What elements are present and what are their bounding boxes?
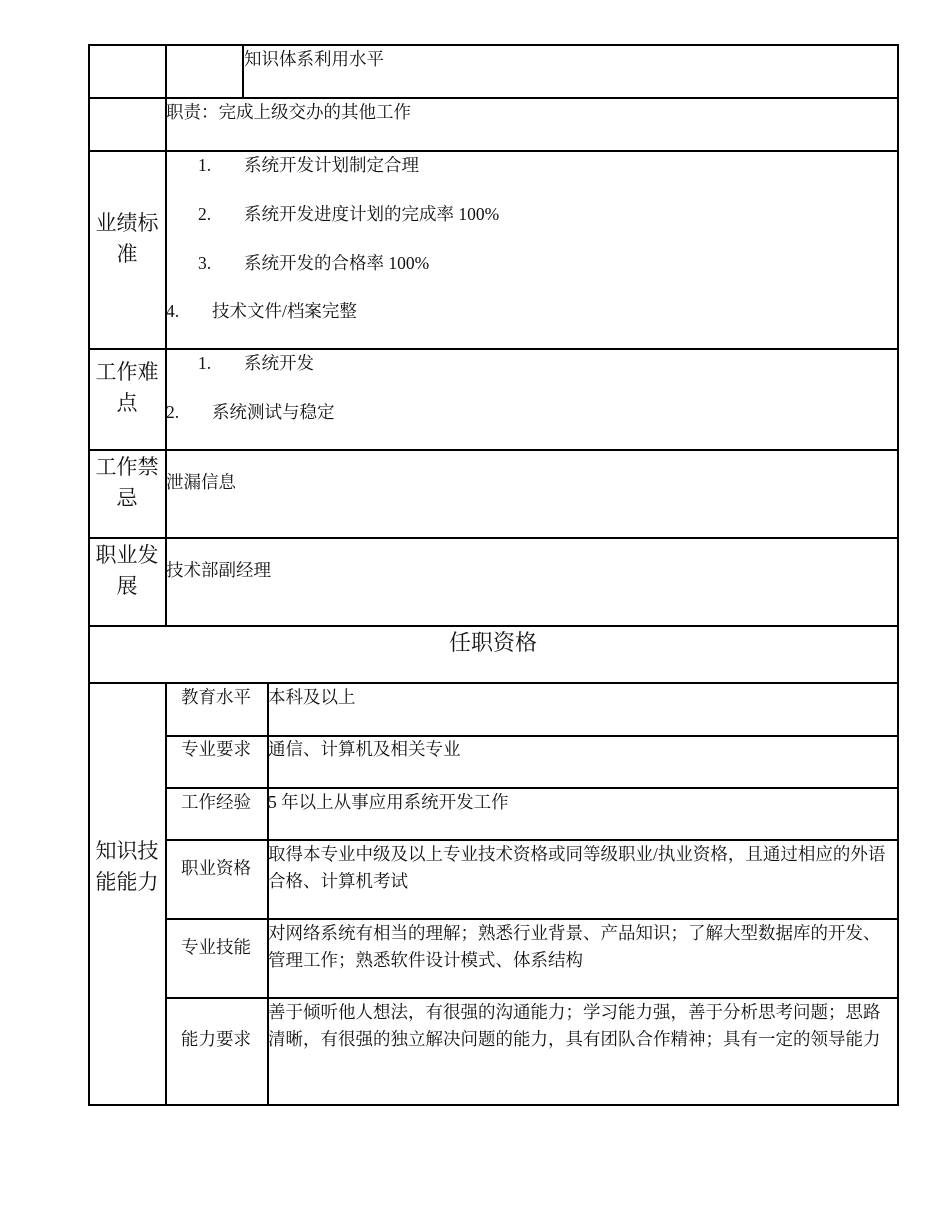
performance-item-1-text: 系统开发计划制定合理 [244,155,419,175]
certification-value: 取得本专业中级及以上专业技术资格或同等级职业/执业资格，且通过相应的外语合格、计算机考试 [268,844,886,891]
difficulty-item-1-text: 系统开发 [244,353,314,373]
skills-label: 专业技能 [181,937,251,957]
row-line-top [88,44,899,46]
performance-item-3-num: 3. [198,253,212,273]
difficulty-item-2-num: 2. [166,402,180,422]
row-line-bottom [88,1104,899,1106]
taboo-label: 工作禁忌 [95,455,159,510]
duty-text: 职责：完成上级交办的其他工作 [166,102,411,122]
performance-item-4 [166,298,357,325]
row-line-4 [88,449,899,451]
career-text: 技术部副经理 [166,560,271,580]
difficulty-label: 工作难点 [95,360,159,415]
experience-label: 工作经验 [181,792,251,812]
difficulty-item-1 [198,350,314,377]
performance-item-3 [198,250,429,277]
qualification-title: 任职资格 [448,630,537,655]
performance-item-2-text: 系统开发进度计划的完成率 100% [244,204,500,224]
career-label: 职业发展 [95,543,159,598]
table-border-right [897,44,899,1105]
difficulty-item-2 [166,399,335,426]
performance-item-2-num: 2. [198,204,212,224]
row-line-6 [88,625,899,627]
experience-value: 5 年以上从事应用系统开发工作 [268,792,509,812]
major-value: 通信、计算机及相关专业 [268,739,461,759]
taboo-text: 泄漏信息 [166,472,236,492]
education-label: 教育水平 [181,687,251,707]
performance-item-4-num: 4. [166,301,180,321]
performance-item-2 [198,201,499,228]
performance-item-1-num: 1. [198,155,212,175]
ability-value: 善于倾听他人想法，有很强的沟通能力；学习能力强，善于分析思考问题；思路清晰，有很强的独立解决问题的能力，具有团队合作精神；具有一定的领导能力 [268,1002,881,1049]
ability-label: 能力要求 [181,1029,251,1049]
performance-label: 业绩标准 [95,211,159,266]
difficulty-item-2-text: 系统测试与稳定 [212,402,335,422]
major-label: 专业要求 [181,739,251,759]
difficulty-item-1-num: 1. [198,353,212,373]
performance-item-3-text: 系统开发的合格率 100% [244,253,430,273]
performance-item-4-text: 技术文件/档案完整 [212,301,357,321]
performance-item-1 [198,152,419,179]
label-column-divider [165,44,167,626]
top-row-text: 知识体系利用水平 [244,49,384,69]
qualification-group-label: 知识技能能力 [95,839,159,894]
certification-label: 职业资格 [181,858,251,878]
skills-value: 对网络系统有相当的理解；熟悉行业背景、产品知识；了解大型数据库的开发、管理工作；熟悉软件设计模式、体系结构 [268,923,881,970]
row-line-5 [88,537,899,539]
education-value: 本科及以上 [268,687,356,707]
